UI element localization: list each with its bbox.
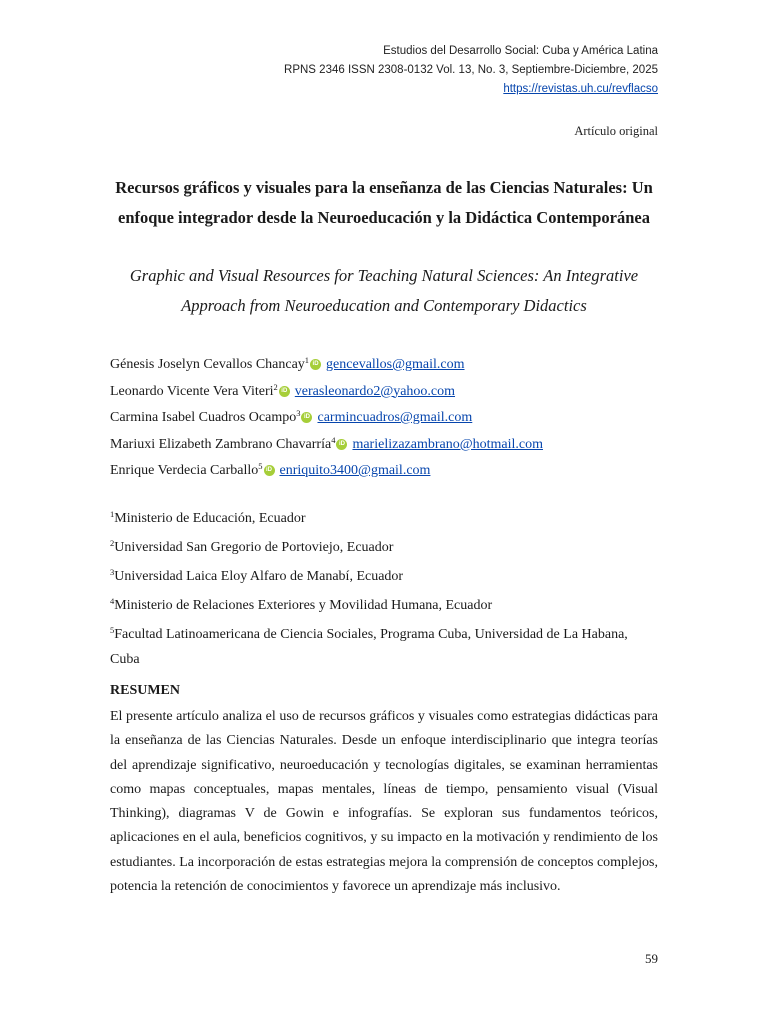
author-email-link[interactable]: carmincuadros@gmail.com (317, 410, 473, 425)
affiliation-text: Universidad Laica Eloy Alfaro de Manabí, Ecuador (114, 569, 404, 584)
abstract-body: El presente artículo analiza el uso de recursos gráficos y visuales como estrategias didácticas para la enseñanza de las Ciencias Naturales. Desde un enfoque interdisciplinario que integra teorías del aprendizaje significativo, neuroeducación y tecnologías digitales, se examinan herramientas como mapas conceptuales, mapas mentales, líneas de tiempo, pensamiento visual (Visual Thinking), diagramas V de Gowin e infografías. Se exploran sus fundamentos teóricos, aplicaciones en el aula, beneficios cognitivos, y su impacto en la motivación y rendimiento de los estudiantes. La incorporación de estas estrategias mejora la comprensión de conceptos complejos, potencia la retención de conocimientos y favorece un aprendizaje más inclusivo. (110, 709, 658, 895)
affiliation-list (110, 502, 660, 672)
journal-url-link[interactable]: https://revistas.uh.cu/revflacso (503, 83, 658, 95)
orcid-icon[interactable]: iD (310, 359, 321, 370)
author-affiliation-mark: 1 (304, 355, 310, 365)
affiliation-item (110, 560, 660, 589)
article-title-es: Recursos gráficos y visuales para la enseñanza de las Ciencias Naturales: Un enfoque integrador desde la Neuroeducación y la Didáctica Contemporánea (115, 178, 653, 227)
author-list (110, 347, 670, 480)
journal-name: Estudios del Desarrollo Social: Cuba y América Latina (383, 45, 658, 57)
journal-header (284, 42, 658, 99)
affiliation-mark: 1 (110, 509, 115, 519)
orcid-icon[interactable]: iD (336, 439, 347, 450)
author-affiliation-mark: 2 (273, 381, 278, 392)
author-name: Mariuxi Elizabeth Zambrano Chavarría (110, 436, 332, 452)
author-name: Génesis Joselyn Cevallos Chancay (110, 357, 305, 372)
orcid-icon[interactable]: iD (264, 465, 275, 476)
author-email-link[interactable]: enriquito3400@gmail.com (279, 463, 431, 478)
affiliation-text: Ministerio de Educación, Ecuador (114, 511, 306, 526)
affiliation-item (110, 618, 660, 672)
author-row (110, 453, 670, 480)
affiliation-item (110, 531, 660, 560)
affiliation-item (110, 502, 660, 531)
author-email-link[interactable]: verasleonardo2@yahoo.com (294, 383, 456, 399)
affiliation-mark: 2 (110, 538, 115, 548)
author-affiliation-mark: 4 (331, 434, 336, 445)
author-email-link[interactable]: gencevallos@gmail.com (326, 357, 465, 372)
affiliation-item (110, 589, 660, 618)
author-name: Leonardo Vicente Vera Viteri (110, 383, 274, 399)
page-number: 59 (645, 951, 658, 966)
affiliation-mark: 3 (110, 567, 115, 577)
affiliation-mark: 4 (110, 596, 115, 606)
author-row (110, 347, 670, 374)
orcid-icon[interactable]: iD (279, 386, 290, 397)
article-type: Artículo original (574, 124, 658, 138)
journal-issn: RPNS 2346 ISSN 2308-0132 Vol. 13, No. 3, Septiembre-Diciembre, 2025 (284, 64, 658, 76)
author-row (110, 427, 670, 454)
author-affiliation-mark: 3 (296, 408, 301, 418)
orcid-icon[interactable]: iD (301, 412, 312, 423)
affiliation-text: Ministerio de Relaciones Exteriores y Movilidad Humana, Ecuador (114, 598, 493, 613)
author-row (110, 374, 670, 401)
author-email-link[interactable]: marielizazambrano@hotmail.com (352, 436, 543, 452)
article-title-en: Graphic and Visual Resources for Teaching Natural Sciences: An Integrative Approach from Neuroeducation and Contemporary Didactics (129, 266, 639, 315)
affiliation-text: Facultad Latinoamericana de Ciencia Sociales, Programa Cuba, Universidad de La Habana, Cuba (110, 627, 628, 667)
author-affiliation-mark: 5 (258, 461, 263, 471)
affiliation-text: Universidad San Gregorio de Portoviejo, Ecuador (114, 540, 394, 555)
author-row (110, 400, 670, 427)
author-name: Carmina Isabel Cuadros Ocampo (110, 410, 297, 425)
abstract-heading: RESUMEN (110, 683, 181, 698)
affiliation-mark: 5 (110, 625, 115, 635)
author-name: Enrique Verdecia Carballo (110, 463, 259, 478)
